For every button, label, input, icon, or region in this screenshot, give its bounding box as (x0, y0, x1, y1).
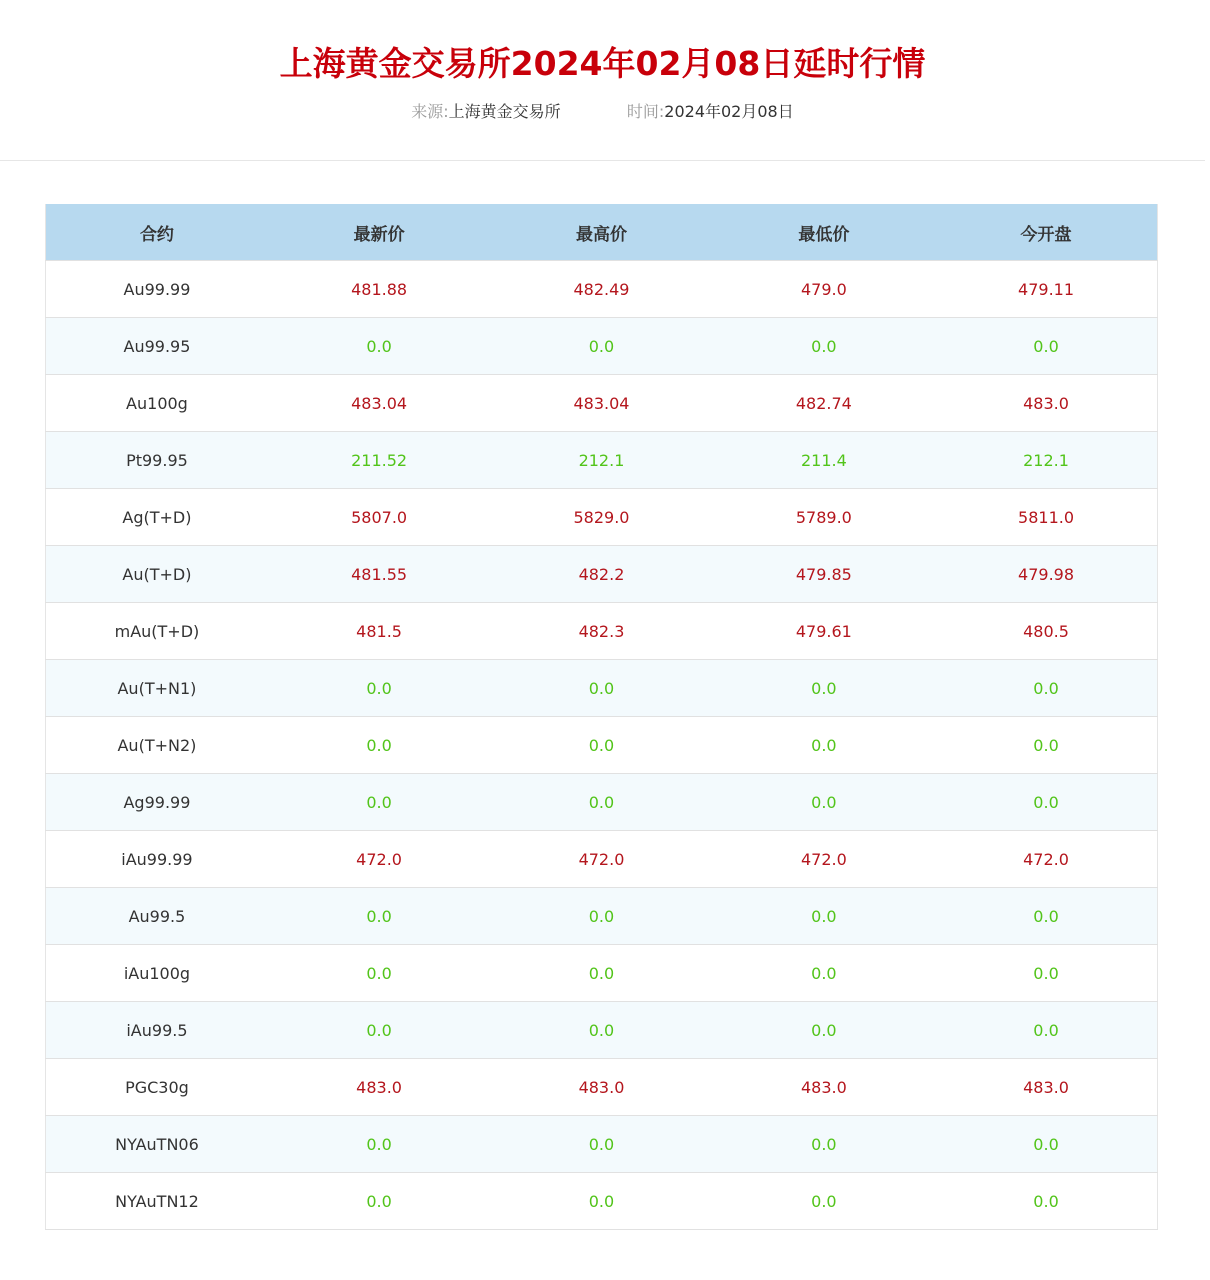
latest-price-cell: 0.0 (268, 717, 490, 774)
column-header-low: 最低价 (713, 204, 935, 261)
high-price-cell: 472.0 (490, 831, 712, 888)
high-price-cell: 482.3 (490, 603, 712, 660)
latest-price-cell: 5807.0 (268, 489, 490, 546)
contract-name-cell: Pt99.95 (46, 432, 268, 489)
low-price-cell: 0.0 (713, 1116, 935, 1173)
latest-price-cell: 0.0 (268, 1116, 490, 1173)
high-price-cell: 483.04 (490, 375, 712, 432)
low-price-cell: 0.0 (713, 945, 935, 1002)
contract-name-cell: Au99.99 (46, 261, 268, 318)
high-price-cell: 0.0 (490, 1002, 712, 1059)
table-row (46, 1173, 1158, 1230)
low-price-cell: 0.0 (713, 888, 935, 945)
contract-name-cell: mAu(T+D) (46, 603, 268, 660)
column-header-contract: 合约 (46, 204, 268, 261)
table-row (46, 432, 1158, 489)
low-price-cell: 472.0 (713, 831, 935, 888)
contract-name-cell: iAu100g (46, 945, 268, 1002)
table-row (46, 1116, 1158, 1173)
latest-price-cell: 481.5 (268, 603, 490, 660)
table-row (46, 774, 1158, 831)
latest-price-cell: 211.52 (268, 432, 490, 489)
high-price-cell: 212.1 (490, 432, 712, 489)
table-header-row (46, 204, 1158, 261)
open-price-cell: 0.0 (935, 660, 1157, 717)
low-price-cell: 479.61 (713, 603, 935, 660)
open-price-cell: 480.5 (935, 603, 1157, 660)
contract-name-cell: Au(T+N1) (46, 660, 268, 717)
contract-name-cell: Au99.95 (46, 318, 268, 375)
low-price-cell: 483.0 (713, 1059, 935, 1116)
column-header-high: 最高价 (490, 204, 712, 261)
contract-name-cell: Au99.5 (46, 888, 268, 945)
source-info (411, 100, 560, 124)
open-price-cell: 479.11 (935, 261, 1157, 318)
time-label: 时间: (626, 102, 665, 121)
low-price-cell: 0.0 (713, 717, 935, 774)
open-price-cell: 212.1 (935, 432, 1157, 489)
contract-name-cell: Au(T+D) (46, 546, 268, 603)
latest-price-cell: 0.0 (268, 1002, 490, 1059)
contract-name-cell: Ag(T+D) (46, 489, 268, 546)
latest-price-cell: 481.88 (268, 261, 490, 318)
open-price-cell: 0.0 (935, 318, 1157, 375)
open-price-cell: 5811.0 (935, 489, 1157, 546)
table-row (46, 1059, 1158, 1116)
latest-price-cell: 0.0 (268, 888, 490, 945)
low-price-cell: 0.0 (713, 1002, 935, 1059)
high-price-cell: 482.2 (490, 546, 712, 603)
open-price-cell: 483.0 (935, 375, 1157, 432)
low-price-cell: 5789.0 (713, 489, 935, 546)
contract-name-cell: iAu99.99 (46, 831, 268, 888)
table-row (46, 603, 1158, 660)
table-row (46, 831, 1158, 888)
high-price-cell: 0.0 (490, 660, 712, 717)
open-price-cell: 0.0 (935, 717, 1157, 774)
high-price-cell: 0.0 (490, 945, 712, 1002)
high-price-cell: 5829.0 (490, 489, 712, 546)
table-row (46, 546, 1158, 603)
open-price-cell: 483.0 (935, 1059, 1157, 1116)
high-price-cell: 0.0 (490, 774, 712, 831)
low-price-cell: 482.74 (713, 375, 935, 432)
quote-table-body (46, 261, 1158, 1230)
contract-name-cell: Au(T+N2) (46, 717, 268, 774)
open-price-cell: 0.0 (935, 888, 1157, 945)
table-row (46, 888, 1158, 945)
source-label: 来源: (411, 102, 449, 121)
table-row (46, 1002, 1158, 1059)
table-row (46, 717, 1158, 774)
table-row (46, 489, 1158, 546)
contract-name-cell: NYAuTN06 (46, 1116, 268, 1173)
high-price-cell: 0.0 (490, 888, 712, 945)
page-title: 上海黄金交易所2024年02月08日延时行情 (279, 44, 926, 83)
latest-price-cell: 0.0 (268, 1173, 490, 1230)
open-price-cell: 0.0 (935, 774, 1157, 831)
latest-price-cell: 0.0 (268, 318, 490, 375)
open-price-cell: 0.0 (935, 1173, 1157, 1230)
open-price-cell: 0.0 (935, 945, 1157, 1002)
contract-name-cell: NYAuTN12 (46, 1173, 268, 1230)
quote-table (45, 204, 1158, 1230)
source-value: 上海黄金交易所 (448, 102, 561, 121)
low-price-cell: 0.0 (713, 774, 935, 831)
high-price-cell: 0.0 (490, 1116, 712, 1173)
high-price-cell: 0.0 (490, 318, 712, 375)
open-price-cell: 472.0 (935, 831, 1157, 888)
time-value: 2024年02月08日 (664, 102, 794, 121)
latest-price-cell: 483.0 (268, 1059, 490, 1116)
low-price-cell: 479.85 (713, 546, 935, 603)
open-price-cell: 0.0 (935, 1116, 1157, 1173)
table-row (46, 375, 1158, 432)
latest-price-cell: 472.0 (268, 831, 490, 888)
latest-price-cell: 0.0 (268, 660, 490, 717)
table-row (46, 261, 1158, 318)
low-price-cell: 479.0 (713, 261, 935, 318)
latest-price-cell: 0.0 (268, 945, 490, 1002)
latest-price-cell: 483.04 (268, 375, 490, 432)
low-price-cell: 0.0 (713, 660, 935, 717)
contract-name-cell: iAu99.5 (46, 1002, 268, 1059)
column-header-open: 今开盘 (935, 204, 1157, 261)
page-header (0, 0, 1205, 161)
open-price-cell: 479.98 (935, 546, 1157, 603)
table-row (46, 660, 1158, 717)
high-price-cell: 482.49 (490, 261, 712, 318)
low-price-cell: 0.0 (713, 1173, 935, 1230)
time-info (627, 100, 794, 124)
high-price-cell: 483.0 (490, 1059, 712, 1116)
column-header-latest: 最新价 (268, 204, 490, 261)
latest-price-cell: 0.0 (268, 774, 490, 831)
low-price-cell: 211.4 (713, 432, 935, 489)
low-price-cell: 0.0 (713, 318, 935, 375)
contract-name-cell: Ag99.99 (46, 774, 268, 831)
latest-price-cell: 481.55 (268, 546, 490, 603)
table-row (46, 318, 1158, 375)
high-price-cell: 0.0 (490, 1173, 712, 1230)
article-meta (0, 100, 1205, 124)
contract-name-cell: PGC30g (46, 1059, 268, 1116)
table-row (46, 945, 1158, 1002)
open-price-cell: 0.0 (935, 1002, 1157, 1059)
contract-name-cell: Au100g (46, 375, 268, 432)
high-price-cell: 0.0 (490, 717, 712, 774)
